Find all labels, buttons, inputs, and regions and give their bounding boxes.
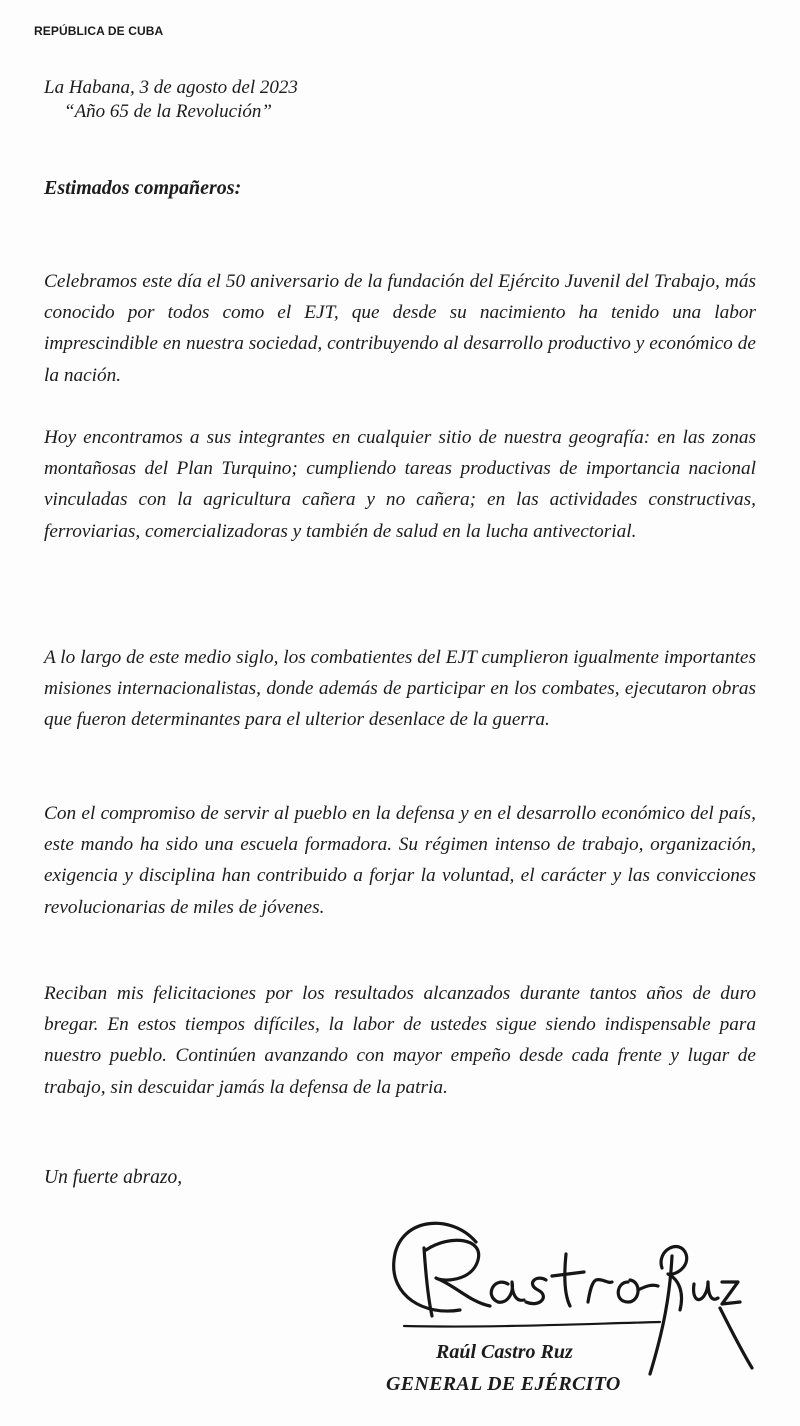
salutation: Estimados compañeros:: [44, 177, 242, 199]
paragraph-3: A lo largo de este medio siglo, los combatientes del EJT cumplieron igualmente importantes misiones internacionalistas, donde además de participar en los combates, ejecutaron obras que fueron determinantes para el ulterior desenlace de la guerra.: [44, 647, 756, 731]
signatory-name: Raúl Castro Ruz: [436, 1341, 573, 1363]
paragraph-1: Celebramos este día el 50 aniversario de la fundación del Ejército Juvenil del Trabajo, más conocido por todos como el EJT, que desde su nacimiento ha tenido una labor imprescindible en nuestra sociedad, contribuyendo al desarrollo productivo y económico de la nación.: [44, 271, 756, 386]
closing: Un fuerte abrazo,: [44, 1167, 183, 1188]
paragraph-2: Hoy encontramos a sus integrantes en cualquier sitio de nuestra geografía: en las zonas montañosas del Plan Turquino; cumpliendo tareas productivas de importancia nacional vinculadas con la agricultura cañera y no cañera; en las actividades constructivas, ferroviarias, comercializadoras y también de salud en la lucha antivectorial.: [44, 427, 756, 542]
paragraph-5: Reciban mis felicitaciones por los resultados alcanzados durante tantos años de duro bregar. En estos tiempos difíciles, la labor de ustedes sigue siendo indispensable para nuestro pueblo. Continúen avanzando con mayor empeño desde cada frente y lugar de trabajo, sin descuidar jamás la defensa de la patria.: [44, 983, 756, 1098]
year-motto: “Año 65 de la Revolución”: [64, 101, 272, 122]
date-line: La Habana, 3 de agosto del 2023: [44, 77, 298, 98]
letterhead-country: REPÚBLICA DE CUBA: [34, 24, 164, 38]
signatory-title: GENERAL DE EJÉRCITO: [386, 1373, 621, 1395]
paragraph-4: Con el compromiso de servir al pueblo en la defensa y en el desarrollo económico del país, este mando ha sido una escuela formadora. Su régimen intenso de trabajo, organización, exigencia y disciplina han contribuido a forjar la voluntad, el carácter y las convicciones revolucionarias de miles de jóvenes.: [44, 803, 756, 918]
